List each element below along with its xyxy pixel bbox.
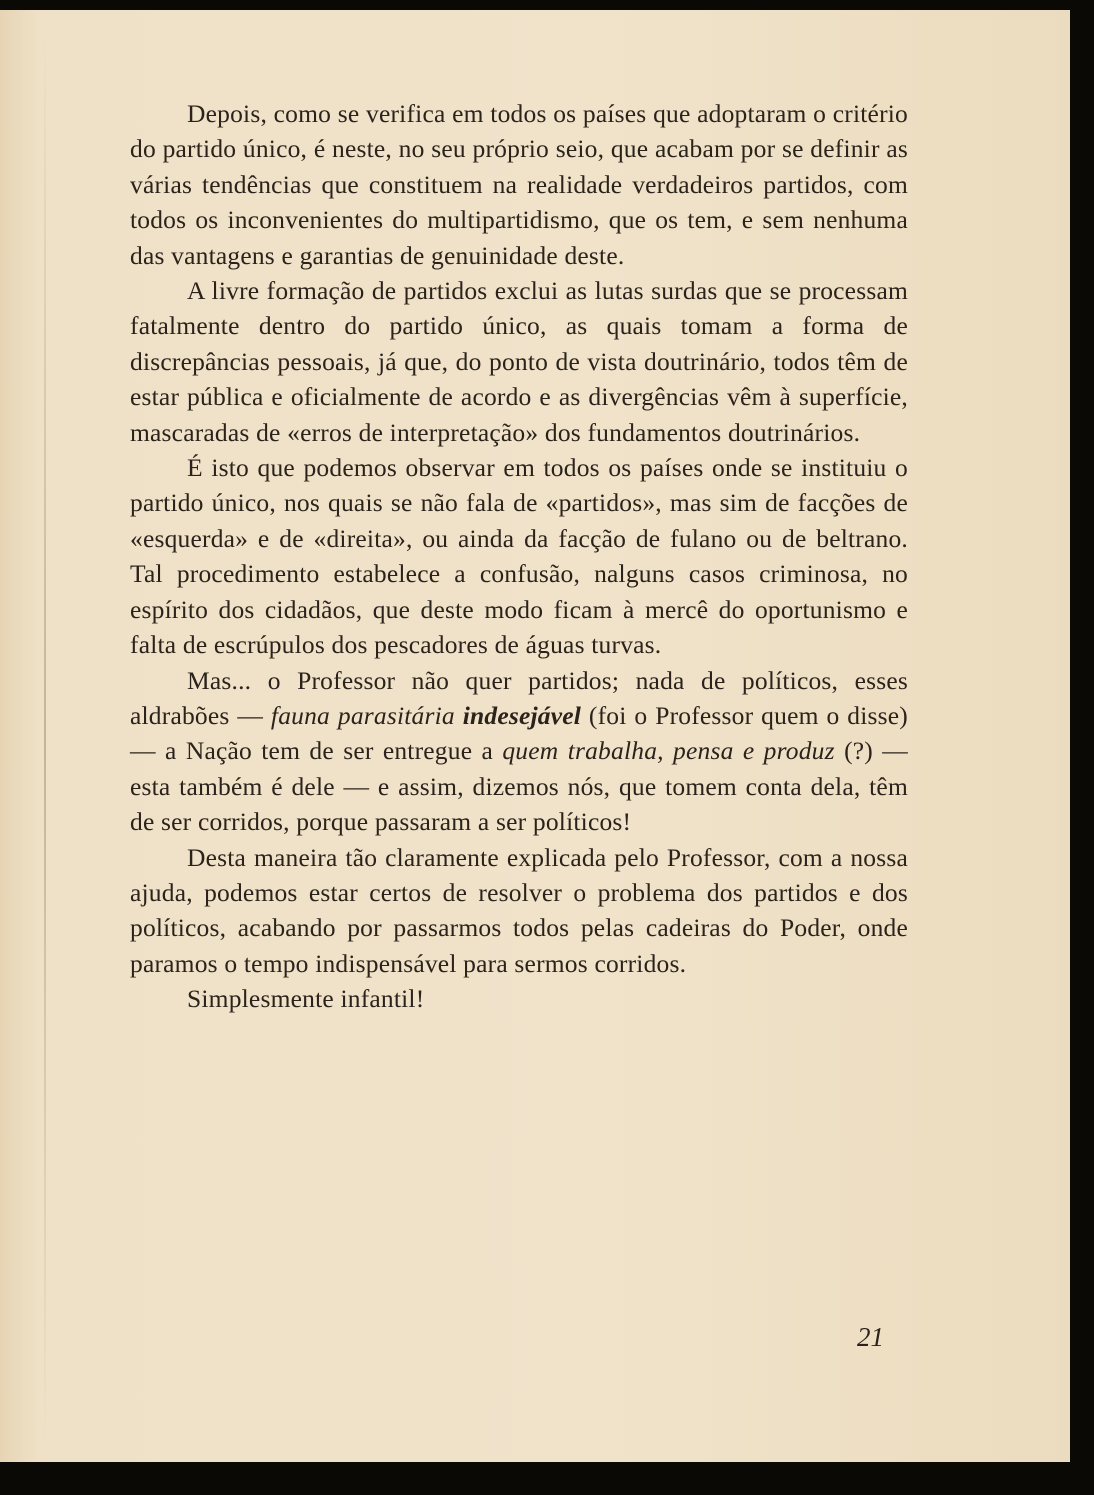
paragraph-3: É isto que podemos observar em todos os países onde se instituiu o partido único, nos quais se não fala de «partidos», mas sim de facções de «esquerda» e de «direita», ou ainda da facção de fulano ou de beltrano. Tal procedimento estabelece a confusão, nalguns casos criminosa, no espírito dos cidadãos, que deste modo ficam à mercê do oportunismo e falta de escrúpulos dos pescadores de águas turvas.: [130, 453, 908, 660]
p4-italic-fauna: fauna parasitária: [270, 700, 455, 730]
paragraph-2: A livre formação de partidos exclui as lutas surdas que se processam fatalmente dentro do partido único, as quais tomam a forma de discrepâncias pessoais, já que, do ponto de vista doutrinário, todos têm de estar pública e oficialmente de acordo e as divergências vêm à superfície, mascaradas de «erros de interpretação» dos fundamentos doutrinários.: [130, 276, 908, 447]
body-text: [130, 96, 908, 1017]
page-gutter-shadow: [44, 30, 46, 1450]
book-page: [0, 10, 1070, 1462]
paragraph-6: Simplesmente infantil!: [187, 984, 425, 1014]
p4-text-a: Mas... o Professor não quer partidos; nada de políticos, esses aldrabões —: [130, 665, 908, 730]
p4-text-e: (foi o Professor quem o disse) — a Nação tem de ser entregue a: [130, 700, 908, 766]
p4-bold-italic-indesejavel: indesejável: [462, 700, 582, 730]
page-number: 21: [857, 1322, 884, 1352]
p4-text-g: (?) — esta também é dele — e assim, dizemos nós, que tomem conta dela, têm de ser corridos, porque passaram a ser políticos!: [130, 736, 908, 837]
paragraph-4: [130, 663, 908, 840]
paragraph-1: Depois, como se verifica em todos os países que adoptaram o critério do partido único, é neste, no seu próprio seio, que acabam por se definir as várias tendências que constituem na realidade verdadeiros partidos, com todos os inconvenientes do multipartidismo, que os tem, e sem nenhuma das vantagens e garantias de genuinidade deste.: [130, 99, 908, 270]
p4-space: [455, 701, 463, 730]
p4-italic-quem-trabalha: quem trabalha, pensa e produz: [502, 736, 835, 766]
paragraph-5: Desta maneira tão claramente explicada pelo Professor, com a nossa ajuda, podemos estar certos de resolver o problema dos partidos e dos políticos, acabando por passarmos todos pelas cadeiras do Poder, onde paramos o tempo indispensável para sermos corridos.: [130, 842, 908, 978]
